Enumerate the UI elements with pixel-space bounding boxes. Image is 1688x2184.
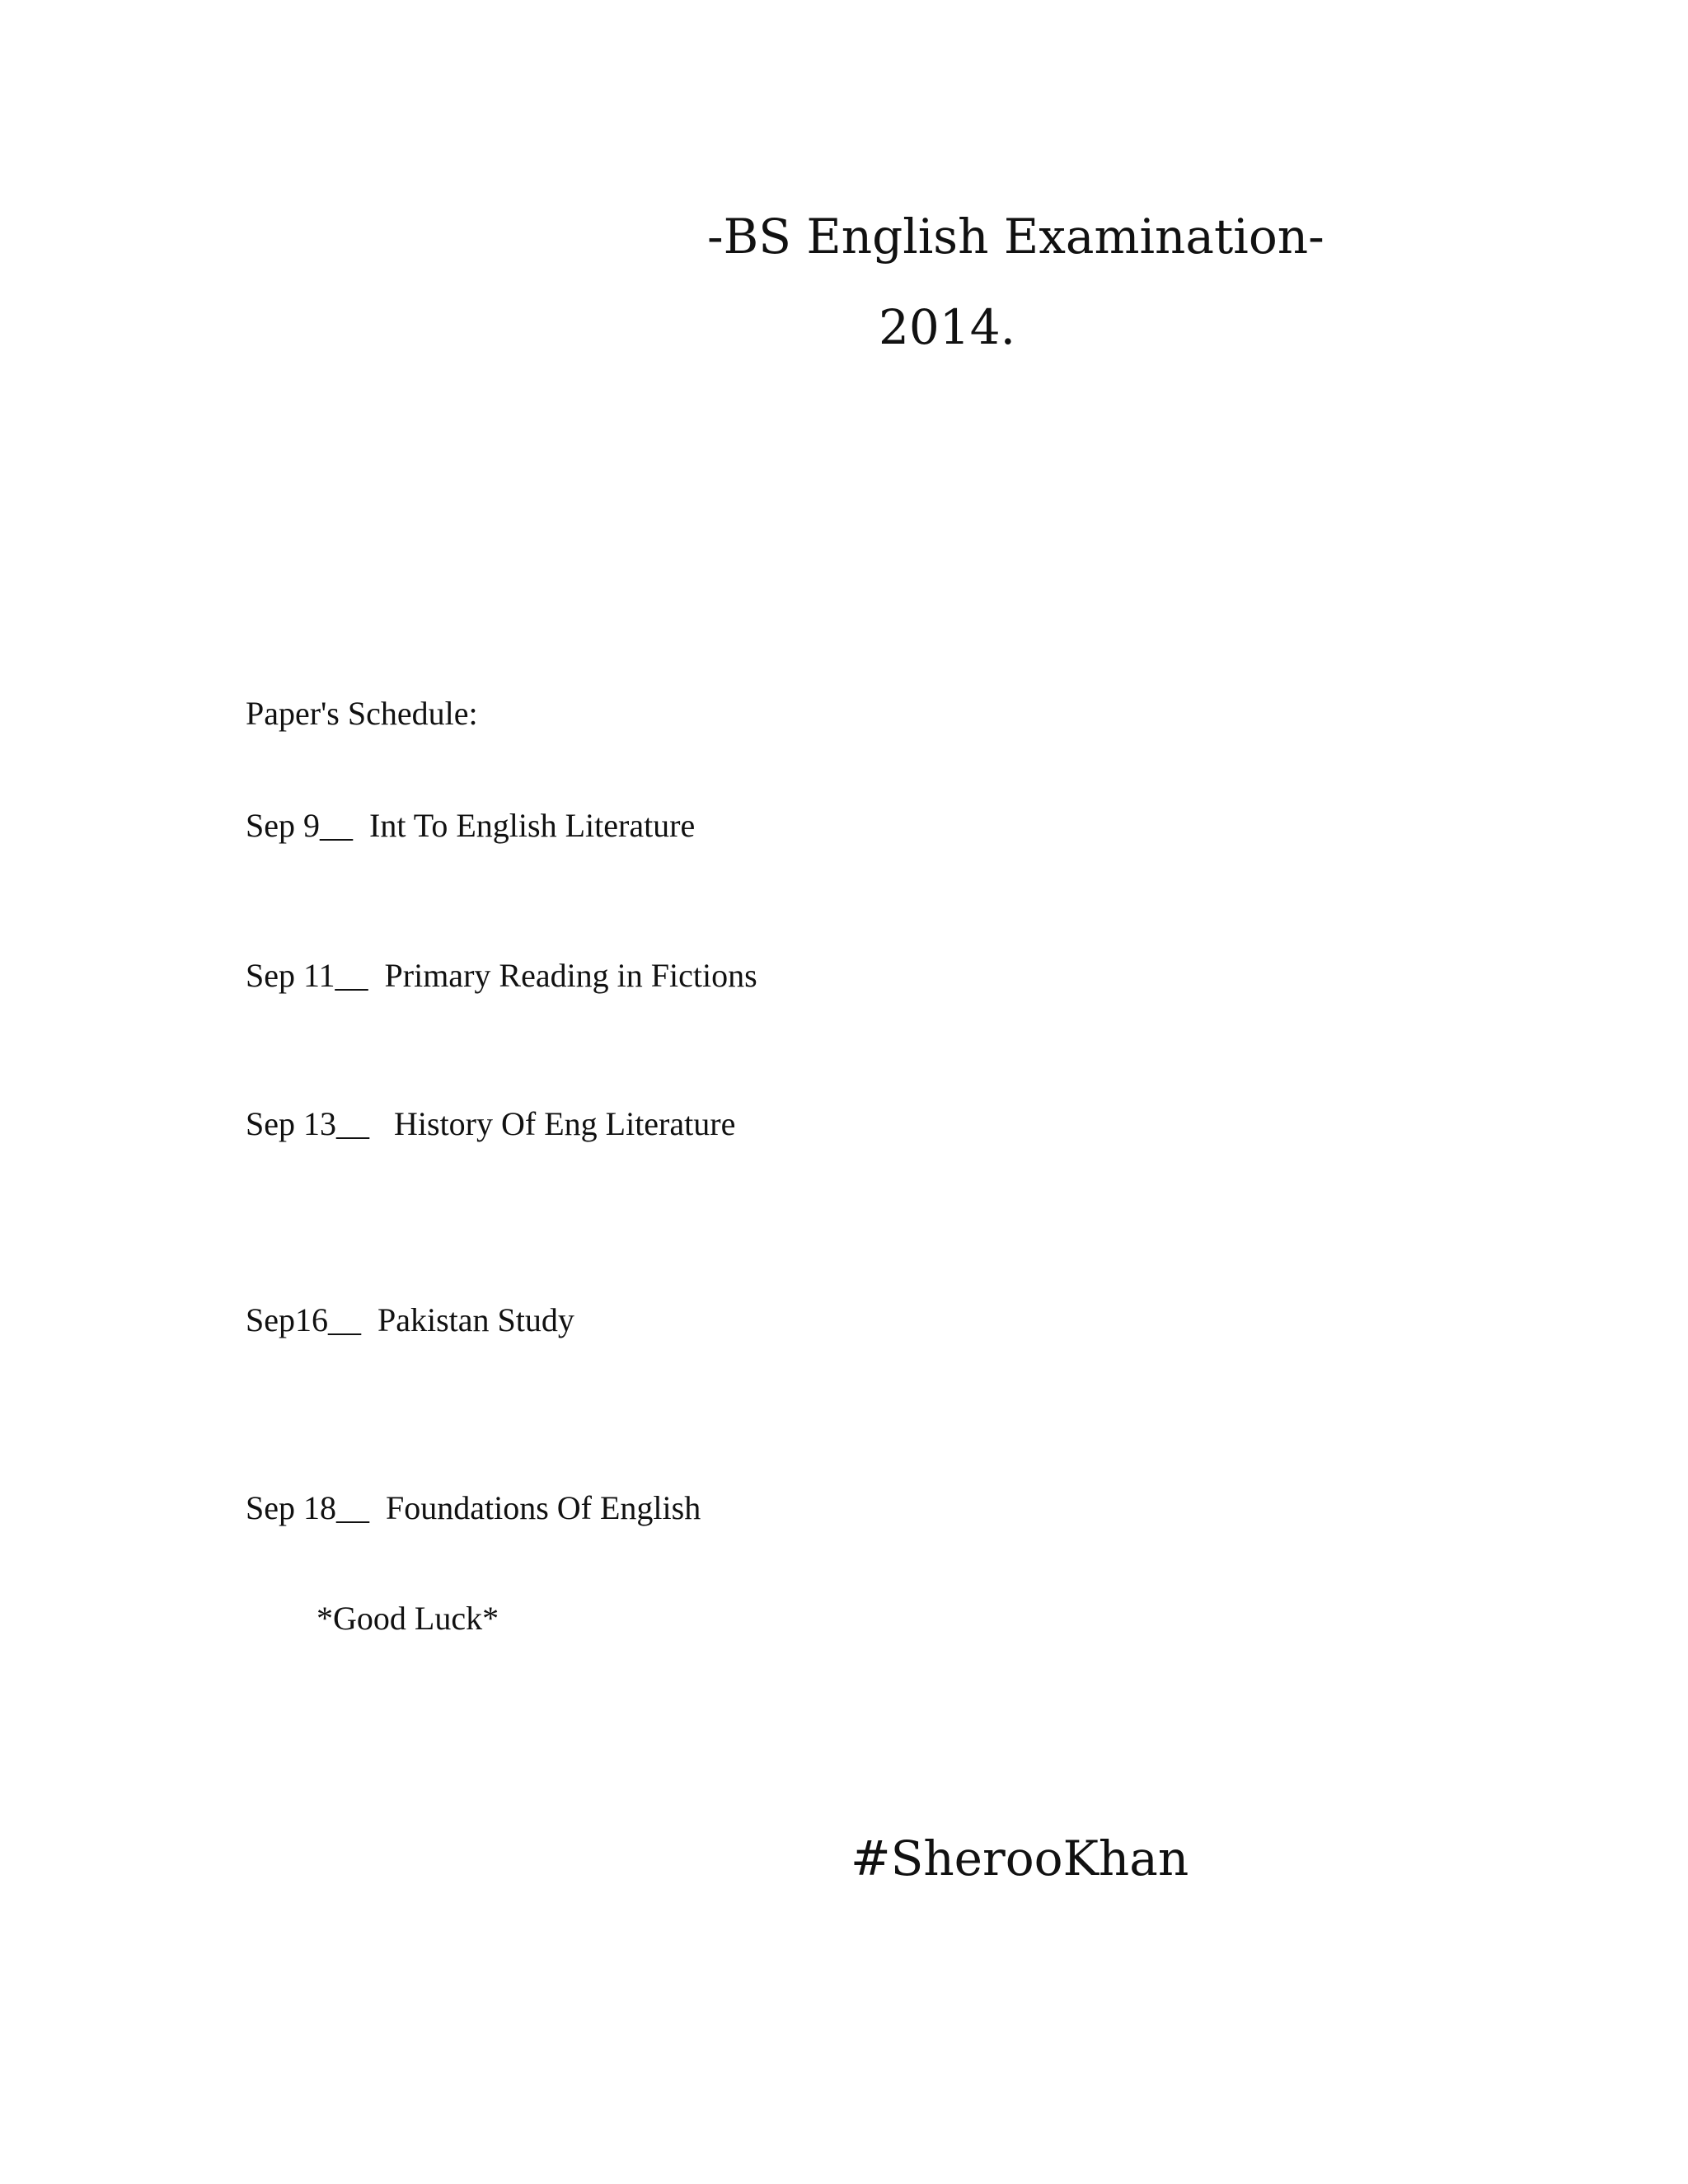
schedule-entry: Sep 13__ History Of Eng Literature [246,1105,736,1142]
document-title: -BS English Examination- [707,209,1325,265]
signature: #SherooKhan [851,1830,1189,1886]
schedule-heading: Paper's Schedule: [246,695,478,732]
document-year: 2014. [879,299,1016,355]
schedule-entry: Sep 11__ Primary Reading in Fictions [246,957,757,994]
schedule-entry: Sep16__ Pakistan Study [246,1301,574,1338]
schedule-entry: Sep 18__ Foundations Of English [246,1489,701,1526]
closing-note: *Good Luck* [316,1600,499,1637]
schedule-entry: Sep 9__ Int To English Literature [246,807,696,844]
